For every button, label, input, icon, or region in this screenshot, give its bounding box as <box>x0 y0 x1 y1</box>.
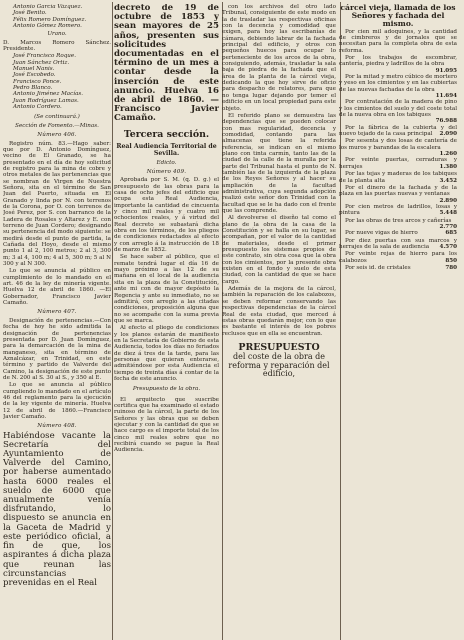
notice-number: Número 407. <box>37 309 77 316</box>
budget-item-text: Por veinte rejas de hierro para los calabozos <box>339 251 457 264</box>
budget-heading: Presupuesto de la obra. <box>132 386 201 393</box>
budget-item <box>339 171 457 184</box>
budget-item <box>339 265 457 271</box>
budget-item <box>339 238 457 251</box>
name-item: José Escobedo. <box>13 72 56 79</box>
name-item: Antonio Jiménez Macías. <box>13 91 84 98</box>
section-title: Sección de Fomento.—Minas. <box>15 122 99 129</box>
continued-note: (Se continuará.) <box>34 113 80 120</box>
name-item: Antonio Cordero. <box>13 104 62 111</box>
budget-heading-cont: cárcel vieja, llamada de los Señores y fachada del mismo. <box>340 4 456 29</box>
budget-item <box>339 157 457 170</box>
column-1 <box>3 4 111 640</box>
notice-paragraph: Al efecto el pliego de condiciones y los planos estarán de manifiesto en la Secretaría de Gobierno de esta Audiencia, todos los días no feriados de diez á tres de la tarde, para las personas que quieran enterarse, admitiéndose por esta Audiencia el tiempo de treinta días á contar de la fecha de este anuncio. <box>114 325 219 382</box>
budget-item-value: 3.452 <box>439 177 457 184</box>
budget-item-text: Por las obras de tres arcos y cañerías <box>345 217 452 224</box>
budget-item-value: 4.570 <box>439 243 457 250</box>
budget-item <box>339 125 457 138</box>
notice-paragraph: Lo que se anuncia al público en cumplimiento de lo mandado en el art. 46 de la ley de minería vigente. Huelva 12 de abril de 1860. —El Gobernador, Francisco Javier Camaño. <box>3 268 111 307</box>
notice-paragraph: El arquitecto que suscribe certifica que ha examinado el estado ruinoso de la cárcel, la parte de los Señores y las obras que se deben ejecutar y con la cantidad de que se hace cargo es el importe total de los cinco mil reales sobre que no recibirá cuando se pague la Real Audiencia. <box>114 396 219 454</box>
name-item: Antonio García Vázquez. <box>13 4 83 10</box>
name-item: Pedro Blanco. <box>13 85 53 92</box>
names-mid-head: D. Marcos Romero Sánchez. Presidente. <box>3 39 111 53</box>
budget-item-value: 685 <box>445 230 457 237</box>
budget-item-text: Por veinte puertas, cerraduras y herrajes <box>339 157 457 170</box>
budget-item <box>339 74 457 100</box>
budget-item <box>339 138 457 158</box>
budget-item-text: Por los trabajos de escombrar, cantería, piedra y ladrillos de la obra <box>339 54 457 68</box>
large-notice-paragraph: decreto de 19 de octubre de 1853 y sean mayores de 25 años, presenten sus solicitudes documentadas en el término de un mes a contar desde la inserción de este anuncio. Huelva 16 de abril de 1860. —Francisco Javier Camaño. <box>114 4 219 124</box>
notice-paragraph: Lo que se anuncia al público cumpliendo lo mandado en el artículo 46 del reglamento para la ejecución de la ley vigente de minería. Huelva 12 de abril de 1860.—Francisco Javier Camaño. <box>3 382 111 420</box>
budget-subtitle: del coste de la obra de reforma y reparación del edificio, <box>228 351 330 379</box>
notice-paragraph: Designación de pertenencias.—Con fecha de hoy he sido admitida la designación de pertenencias presentada por D. Juan Domínguez, para la demarcación de la mina de manganeso, sita en término de Aznalcázar, en Trinidad, en este término y partido de Valverde del Camino, la designación de este punto de N. 200 al S. 30 al S., y 350 al E. <box>3 317 111 381</box>
name-item: Félix Romero Domínguez. <box>13 16 87 23</box>
budget-item-text: Por sesenta y dos losas de cantería de los muros y barandas de la escalera <box>339 138 457 151</box>
budget-item-value: 91.095 <box>435 67 457 74</box>
column-3 <box>222 4 336 640</box>
section-subtitle: Real Audiencia Territorial de Sevilla. <box>116 142 217 157</box>
budget-item-text: Por la fábrica de la cubierta y del nuevo tejado de la casa principal <box>339 124 457 138</box>
budget-item-value: 780 <box>445 264 457 271</box>
notice-paragraph: con los archivos del otro lado Tribunal, consiguiente de este modo en la de trasladar las respectivas oficinas con la decencia y comodidad que exigen, para hoy las escribanías de cámara, debiendo labrar de la fachada principal del edificio, y otros con pequeños huecos para ocupar lo perteneciente de los arcos de la obra, consiguiendo, además, trasladar la sala baja de piedra de la fachada que el área de la planta de la cárcel vieja, dedicando la que hoy sirve de oficio para despacho de relatores, para que no tenga lugar dejando por temer el edificio en un local propiedad para este objeto. <box>222 4 336 112</box>
budget-item-text: Por seis id. de cristales <box>345 264 411 271</box>
budget-intro: Por cien mil adoquines, y la cantidad de cimbreros y de jornales que se necesitan para la completa obra de esta reforma. <box>339 28 457 54</box>
notice-paragraph: El referido plano se demuestra las dependencias que se pueden colocar con mas regularidad, decencia y comodidad, contando para las almacenas que tiene la referida referencia, se indican en el mismo plano con tinta carmín, tanto las de la ciudad de la calle de la muralla por la parte del Tribunal hasta el punto de N. también las de la izquierda de la plaza de los Reyes Señores y al hacer su ampliación de la facultad administrativa, cuya segunda adopción realizó este señor don Trinidad con la facultad que se le ha dado con el frente que las comprende. <box>222 112 336 214</box>
budget-item-text: Por nueve vigas de hierro <box>345 230 418 237</box>
notice-number: Número 409. <box>146 168 187 175</box>
section-title: Tercera sección. <box>123 128 210 140</box>
name-item: José Benito. <box>13 10 47 17</box>
budget-item-value: 1.260 <box>439 151 457 158</box>
budget-item-value: 1.380 <box>439 163 457 170</box>
notice-number: Número 406. <box>37 132 77 139</box>
budget-item <box>339 54 457 74</box>
budget-item-text: Por diez puertas con sus marcos y herrajes de la sala de audiencia <box>339 237 457 250</box>
names-list-mid <box>3 53 111 110</box>
large-notice-paragraph: Habiéndose vacante la Secretaría del Ayuntamiento de Valverde del Camino, por haberse aumentado hasta 6000 reales el sueldo de 6000 que anualmente venía disfrutando, lo dispuesto se anuncia en la Gaceta de Madrid y este periódico oficial, a fin de que, los aspirantes á dicha plaza que reunan las circunstancias prevenidas en el Real <box>3 430 111 588</box>
budget-item <box>339 204 457 217</box>
budget-item-text: Por el dinero de la fachada y de la plaza en las puertas nuevas y ventanas <box>339 184 457 198</box>
name-item: Antonio Gómez Romero. <box>13 23 82 30</box>
notice-paragraph: Además de la mejora de la cárcel, también la reparación de los calabozos, se deben reformar conservando las respectivas dependencias de la cárcel Real de esta ciudad, que merced á estas obras quedarán mejor, con lo que es bastante el interés de los pobres reclusos que en ella se encuentran. <box>222 286 336 337</box>
name-item: Francisco Ponce. <box>13 78 62 85</box>
budget-item-value: 2.890 <box>439 197 457 204</box>
column-4 <box>339 4 457 640</box>
name-item: Manuel Nanis. <box>13 66 55 73</box>
budget-item <box>339 217 457 230</box>
notice-paragraph: Se hace saber al público, que el remate tendrá lugar el día 16 de mayo próximo a las 12 de su mañana en el local de la audiencia sita en la plaza de la Constitución, ante mi con de mayor depósito la Regencia y ante su inmediato, no se admitirá, con arreglo a las citadas condiciones, proposición alguna que no se acompañe con la suma previa que se marca. <box>114 254 219 324</box>
notice-paragraph: Aprobada por S. M. (q. D. g.) el presupuesto de las obras para la casa de ocho jefes del edificio que ocupa esta Real Audiencia, importante la cantidad de cincuenta y cinco mil reales y cuatro mil ochocientos reales, y á virtud del Real decreto se subastará dicha obra en los términos, de los pliegos de condiciones redactados al efecto y con arreglo á la instrucción de 18 de marzo de 1852. <box>114 177 219 254</box>
budget-items <box>339 55 457 272</box>
budget-item <box>339 184 457 204</box>
budget-item-value: 2.770 <box>439 223 457 230</box>
name-item: Juan Sánchez Ortiz. <box>13 59 70 66</box>
budget-item-value: 76.988 <box>435 118 457 125</box>
column-divider <box>112 2 113 640</box>
name-item: José Francisco Roque. <box>13 53 76 60</box>
budget-item-text: Por contratación de la madera de pino y los cimientos del suelo y del coste total de la nueva obra en los tabiques <box>339 99 457 119</box>
notice-number: Número 408. <box>37 423 77 430</box>
place-name: Urano. <box>47 31 67 38</box>
names-list-top <box>3 4 111 29</box>
budget-item-value: 11.694 <box>435 93 457 100</box>
name-item: Juan Rodríguez Lamas. <box>13 97 79 104</box>
notice-paragraph: Registro núm. 83.—Hago saber: que por D. Antonio Domínguez, vecino de El Granado, se ha presentado en el día de hoy solicitud de registro para la mina de cobre y otros metales de las pertenencias que se nombran de Virgen de Nuestra Señora, sita en el término de San Juan del Puerto, situada en El Granado y linda por N. con terrenos de la Corona, por O. con terrenos de José Perez, por S. con barranco de la Ladera de Rosales y Altarez y E. con terreno de Juan Cordero; designando su pertenencia del modo siguiente: se medirá desde el punto de partida, la Cañada del Hoyo, desde el mismo punto 1 al 2, 100 metros; 2 al 3, 300 m; 3 al 4, 100 m; 4 al 5, 300 m; 5 al N 300 y al N 300. <box>3 140 111 268</box>
section-subtitle-2: Edicto. <box>156 159 177 166</box>
budget-item-text: Por cien metros de ladrillos, losas y pintura <box>339 203 457 217</box>
column-2 <box>114 4 219 640</box>
budget-item-value: 850 <box>445 257 457 264</box>
budget-item-text: Por las tejas y maderas de los tabiques de la planta alta <box>339 171 457 184</box>
budget-title: PRESUPUESTO <box>238 341 320 353</box>
budget-item-text: Por la mitad y metro cúbico de mortero y yeso en los cimientos y en las cubiertas de las nuevas fachadas de la obra <box>339 74 457 93</box>
budget-item <box>339 251 457 264</box>
budget-item-value: 5.448 <box>439 210 457 217</box>
budget-item <box>339 230 457 236</box>
notice-paragraph: Al devolverse el diseño tal como el plano de la obra de la casa de la Constitución y se halla en su lugar, se acompañan, por el valor de la cantidad de materiales, desde el primer presupuesto los sistemas propios de este contrato, sin otra cosa que la obra con los cimientos, por la presente obra existen en el fondo y suelo de esta ciudad, con la cantidad de que se hace cargo. <box>222 215 336 285</box>
budget-item <box>339 99 457 125</box>
budget-item-value: 2.090 <box>439 131 457 138</box>
